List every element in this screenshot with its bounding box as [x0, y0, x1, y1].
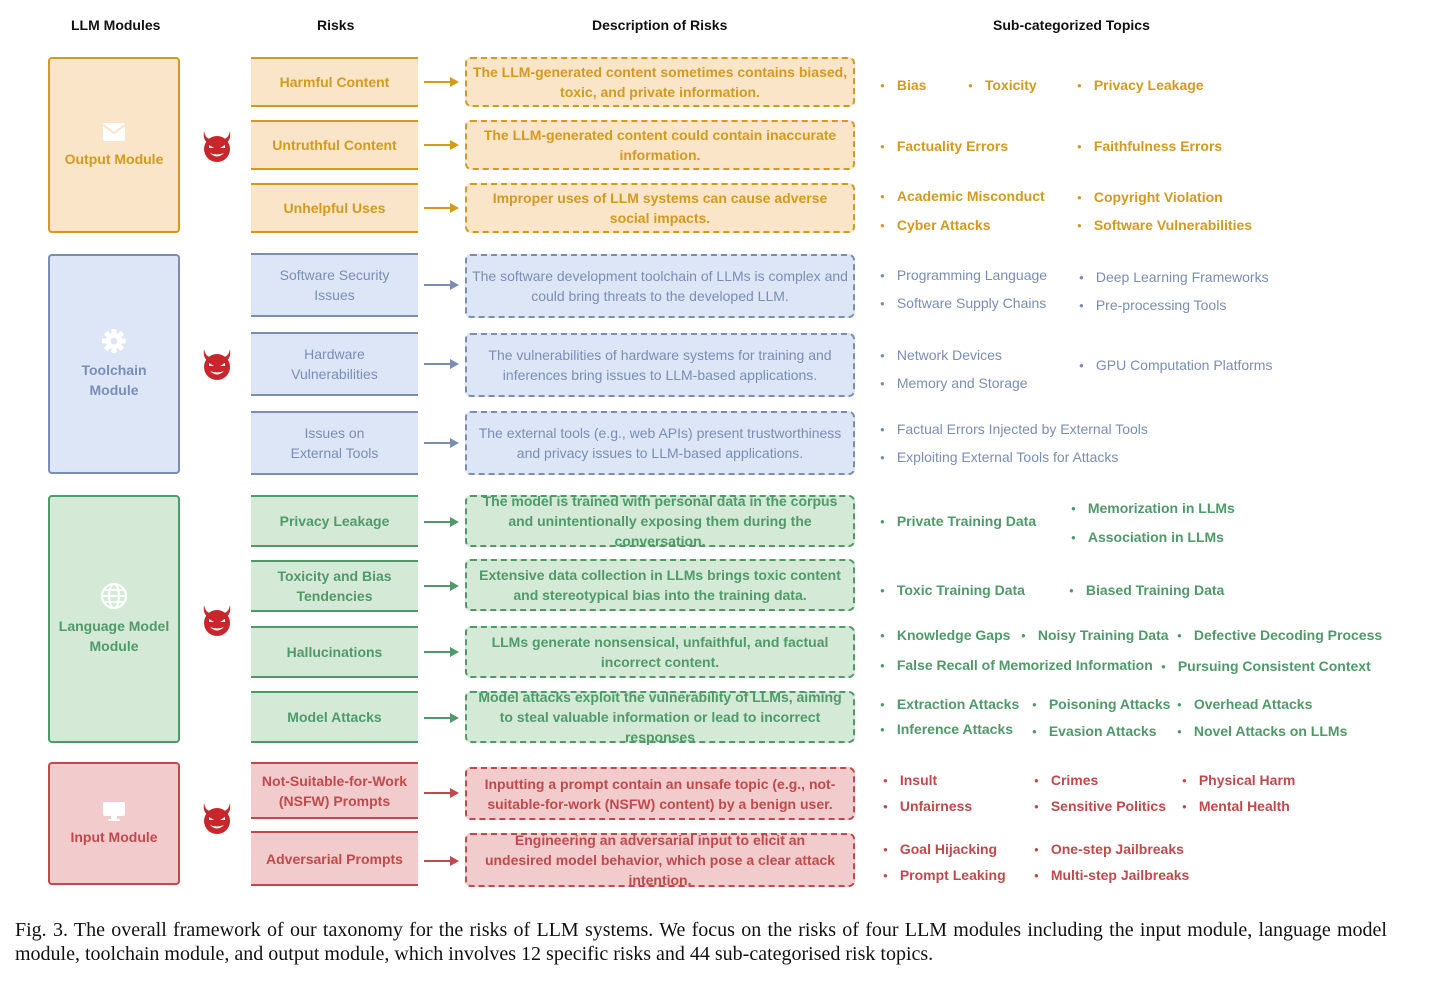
- topic-item: ● Multi-step Jailbreaks: [1034, 866, 1189, 887]
- desc-text: The LLM-generated content could contain inaccurate information.: [483, 127, 837, 163]
- globe-icon: [100, 582, 128, 610]
- topic-item: ● Noisy Training Data: [1021, 626, 1169, 647]
- topic-item: ● Novel Attacks on LLMs: [1177, 722, 1347, 743]
- header-topics: Sub-categorized Topics: [993, 17, 1150, 33]
- arrow-right-icon: [424, 202, 460, 214]
- input-module-box: [48, 762, 180, 885]
- desc-text: The software development toolchain of LLMs is complex and could bring threats to the developed LLM.: [472, 268, 848, 304]
- arrow-right-icon: [424, 646, 460, 658]
- header-description: Description of Risks: [592, 17, 728, 33]
- arrow-right-icon: [424, 712, 460, 724]
- topic-item: ● Exploiting External Tools for Attacks: [880, 448, 1118, 469]
- header-llm-modules: LLM Modules: [71, 17, 161, 33]
- desc-model-attacks: [465, 691, 855, 743]
- risk-hardware-vulnerabilities: [251, 332, 418, 396]
- risk-model-attacks: [251, 691, 418, 743]
- risk-label: Hallucinations: [286, 644, 383, 660]
- topic-item: ● Biased Training Data: [1069, 581, 1224, 602]
- topic-item: ● Toxic Training Data: [880, 581, 1025, 602]
- desc-text: Extensive data collection in LLMs brings toxic content and stereotypical bias into the training data.: [479, 567, 841, 603]
- risk-label: Adversarial Prompts: [266, 850, 403, 867]
- desc-text: LLMs generate nonsensical, unfaithful, and factual incorrect content.: [491, 634, 829, 670]
- risk-adversarial-prompts: [251, 831, 418, 886]
- risk-label: Not-Suitable-for-Work (NSFW) Prompts: [261, 772, 408, 809]
- topic-item: ● Prompt Leaking: [883, 866, 1006, 887]
- topic-item: ● Programming Language: [880, 266, 1047, 287]
- risk-label: Unhelpful Uses: [283, 200, 386, 216]
- arrow-right-icon: [424, 279, 460, 291]
- risk-toxicity-bias: [251, 560, 418, 612]
- desc-text: The LLM-generated content sometimes contains biased, toxic, and private information.: [472, 64, 848, 100]
- topic-item: ● Factuality Errors: [880, 137, 1008, 158]
- topic-item: ● Defective Decoding Process: [1177, 626, 1382, 647]
- desc-text: Engineering an adversarial input to elicit an undesired model behavior, which pose a clear attack intention.: [484, 832, 836, 888]
- risk-label: Model Attacks: [287, 709, 382, 725]
- risk-label: Hardware Vulnerabilities: [291, 346, 378, 382]
- desc-hallucinations: [465, 626, 855, 678]
- topic-item: ● Evasion Attacks: [1032, 722, 1156, 743]
- desc-adversarial-prompts: [465, 833, 855, 887]
- topic-item: ● Overhead Attacks: [1177, 695, 1312, 716]
- topic-item: ● Extraction Attacks: [880, 695, 1019, 716]
- devil-icon: [199, 128, 235, 164]
- arrow-right-icon: [424, 580, 460, 592]
- devil-icon: [199, 602, 235, 638]
- output-module-label: Output Module: [64, 151, 164, 167]
- topic-item: ● Faithfulness Errors: [1077, 137, 1222, 158]
- risk-label: Software Security Issues: [279, 267, 390, 303]
- topic-item: ● Deep Learning Frameworks: [1079, 268, 1269, 289]
- arrow-right-icon: [424, 787, 460, 799]
- risk-hallucinations: [251, 626, 418, 678]
- topic-item: ● Poisoning Attacks: [1032, 695, 1170, 716]
- arrow-right-icon: [424, 76, 460, 88]
- desc-external-tools: [465, 411, 855, 475]
- header-risks: Risks: [317, 17, 355, 33]
- topic-item: ● Cyber Attacks: [880, 216, 990, 237]
- topic-item: ● Pre-processing Tools: [1079, 296, 1226, 317]
- risk-label: Issues on External Tools: [290, 425, 379, 461]
- monitor-icon: [102, 801, 126, 821]
- topic-item: ● One-step Jailbreaks: [1034, 840, 1184, 861]
- desc-text: The external tools (e.g., web APIs) present trustworthiness and privacy issues to LLM-based applications.: [478, 425, 842, 461]
- language-model-module-label: Language Model Module: [58, 618, 170, 654]
- desc-text: Improper uses of LLM systems can cause adverse social impacts.: [492, 190, 828, 226]
- desc-privacy-leakage: [465, 495, 855, 547]
- desc-toxicity-bias: [465, 559, 855, 611]
- topic-item: ● Insult: [883, 771, 937, 792]
- risk-software-security: [251, 253, 418, 317]
- topic-item: ● Association in LLMs: [1071, 528, 1224, 549]
- topic-item: ● Unfairness: [883, 797, 972, 818]
- gear-icon: [101, 328, 127, 354]
- arrow-right-icon: [424, 855, 460, 867]
- figure-caption: Fig. 3. The overall framework of our taxonomy for the risks of LLM systems. We focus on the risks of four LLM modules including the input module, language model module, toolchain module, and output module, which involves 12 specific risks and 44 sub-categorised risk topics.: [15, 919, 1387, 965]
- topic-item: ● Inference Attacks: [880, 720, 1013, 741]
- desc-text: The model is trained with personal data in the corpus and unintentionally exposing them during the conversation.: [482, 493, 838, 549]
- topic-item: ● Pursuing Consistent Context: [1161, 657, 1371, 678]
- envelope-icon: [101, 121, 127, 143]
- desc-text: The vulnerabilities of hardware systems for training and inferences bring issues to LLM-based applications.: [488, 347, 832, 383]
- arrow-right-icon: [424, 437, 460, 449]
- desc-text: Inputting a prompt contain an unsafe topic (e.g., not-suitable-for-work (NSFW) content) by a benign user.: [484, 775, 836, 812]
- desc-untruthful-content: [465, 120, 855, 170]
- topic-item: ● Network Devices: [880, 346, 1002, 367]
- risk-nsfw-prompts: [251, 762, 418, 819]
- topic-item: ● Academic Misconduct: [880, 187, 1045, 208]
- topic-item: ● Physical Harm: [1182, 771, 1295, 792]
- risk-untruthful-content: [251, 120, 418, 170]
- desc-hardware-vulnerabilities: [465, 333, 855, 397]
- topic-item: ● Toxicity: [968, 76, 1037, 97]
- risk-external-tools: [251, 411, 418, 475]
- topic-item: ● GPU Computation Platforms: [1079, 356, 1272, 377]
- toolchain-module-label: Toolchain Module: [81, 362, 147, 398]
- risk-harmful-content: [251, 57, 418, 107]
- desc-nsfw-prompts: [465, 767, 855, 820]
- topic-item: ● Private Training Data: [880, 512, 1036, 533]
- topic-item: ● Sensitive Politics: [1034, 797, 1166, 818]
- desc-software-security: [465, 254, 855, 318]
- topic-item: ● Copyright Violation: [1077, 188, 1223, 209]
- risk-label: Untruthful Content: [272, 137, 397, 153]
- topic-item: ● Goal Hijacking: [883, 840, 997, 861]
- arrow-right-icon: [424, 139, 460, 151]
- topic-item: ● Knowledge Gaps: [880, 626, 1010, 647]
- topic-item: ● Privacy Leakage: [1077, 76, 1204, 97]
- risk-label: Toxicity and Bias Tendencies: [277, 568, 392, 604]
- topic-item: ● Software Supply Chains: [880, 294, 1046, 315]
- arrow-right-icon: [424, 358, 460, 370]
- topic-item: ● Mental Health: [1182, 797, 1290, 818]
- devil-icon: [199, 800, 235, 836]
- topic-item: ● Memory and Storage: [880, 374, 1028, 395]
- language-model-module-box: [48, 495, 180, 743]
- risk-label: Harmful Content: [279, 74, 390, 90]
- topic-item: ● False Recall of Memorized Information: [880, 656, 1153, 677]
- topic-item: ● Software Vulnerabilities: [1077, 216, 1252, 237]
- risk-label: Privacy Leakage: [279, 513, 390, 529]
- output-module-box: [48, 57, 180, 233]
- topic-item: ● Crimes: [1034, 771, 1098, 792]
- topic-item: ● Factual Errors Injected by External Tools: [880, 420, 1148, 441]
- desc-text: Model attacks exploit the vulnerability of LLMs, aiming to steal valuable information or lead to incorrect responses: [478, 689, 842, 745]
- topic-item: ● Memorization in LLMs: [1071, 499, 1235, 520]
- arrow-right-icon: [424, 516, 460, 528]
- desc-unhelpful-uses: [465, 183, 855, 233]
- desc-harmful-content: [465, 57, 855, 107]
- devil-icon: [199, 346, 235, 382]
- toolchain-module-box: [48, 254, 180, 474]
- risk-unhelpful-uses: [251, 183, 418, 233]
- input-module-label: Input Module: [70, 828, 158, 845]
- topic-item: ● Bias: [880, 76, 926, 97]
- risk-privacy-leakage: [251, 495, 418, 547]
